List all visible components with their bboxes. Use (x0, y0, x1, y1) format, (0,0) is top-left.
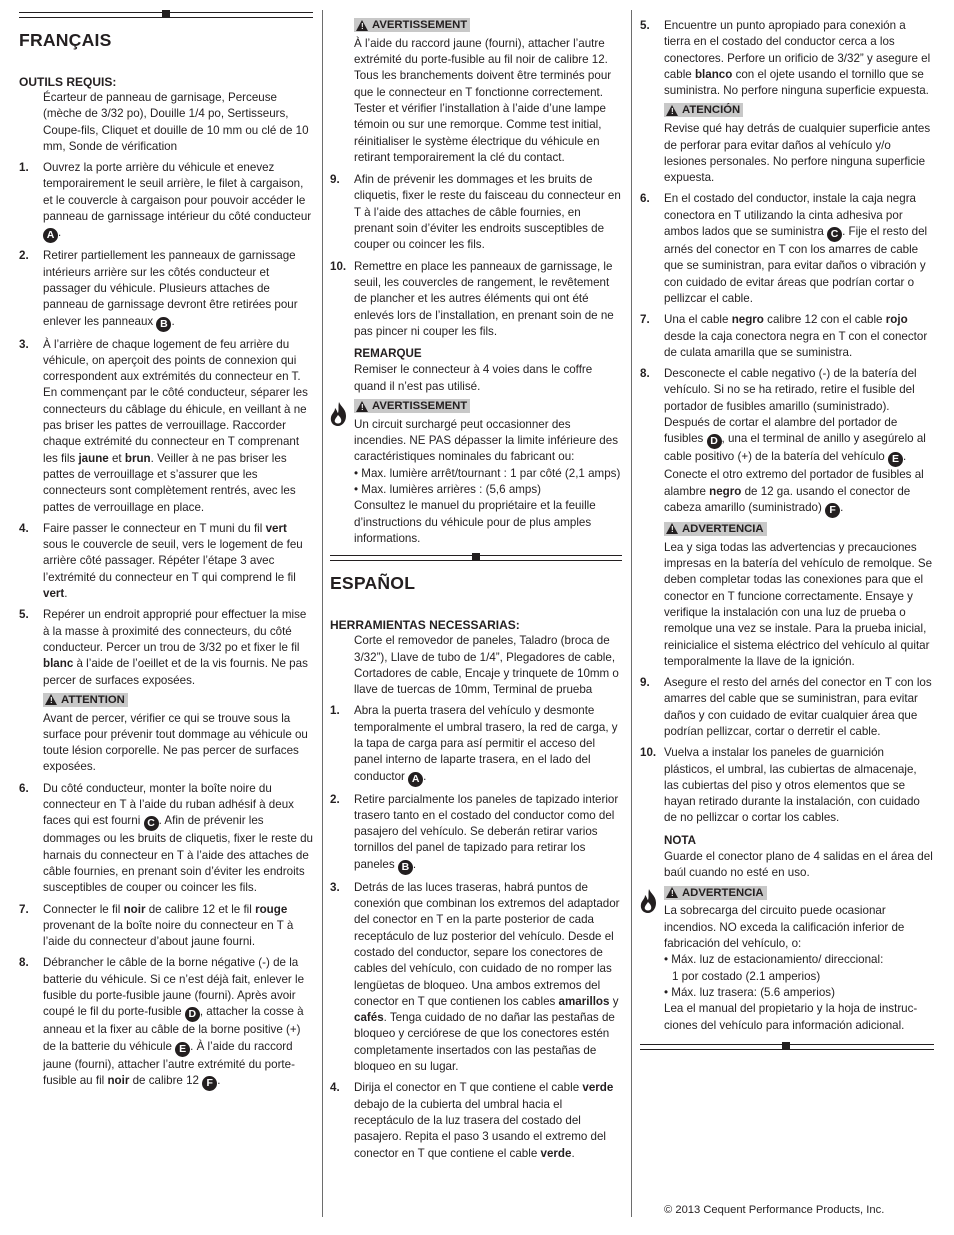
step-3: 3. Detrás de las luces traseras, habrá puntos de conexión que combinan los extremos del adaptador del conector en T en la parte posterior de cada receptáculo de luz posterior del vehículo. Desde el costado del conductor, separe los conectores de cables del vehículo, con cuidado de no romper las lengüetas de bloqueo. Una ambos extremos del conector en T que contienen los cables amarillos y cafés. Tenga cuidado de no dañar las pestañas de bloqueo y cerciórese de que los conectores estén completamente insertados con las pestañas de bloqueo en su lugar. (330, 880, 620, 1074)
marker-f-icon: F (825, 503, 840, 518)
remarque-note: REMARQUE Remiser le connecteur à 4 voies dans le coffre quand il n’est pas utilisé. (354, 347, 593, 393)
column-middle (330, 10, 622, 1227)
attention-label: ! ATTENTION (43, 693, 128, 707)
step-6: 6. Du côté conducteur, monter la boîte noire du connecteur en T à l’aide du ruban adhésif à deux faces qui est fourni C . Afin de prévenir les dommages ou les bruits de cliquetis, fixer le reste du harnais du connecteur en T à l’aide des attaches de câble fournies, en prenant soin d’éviter les endroits susceptibles de couper ou coincer les fils. (19, 781, 314, 895)
section-rule (640, 1044, 934, 1050)
step-2: 2. Retire parcialmente los paneles de tapizado interior trasero tanto en el costado del conductor como del pasajero del vehículo. Se deberán retirar varios tornillos del panel de tapizado para retirar los paneles B . (330, 792, 619, 873)
fire-icon (328, 401, 350, 427)
warning-triangle-icon: ! (666, 105, 678, 116)
marker-b-icon: B (156, 317, 171, 332)
advertencia-label: ! ADVERTENCIA (664, 522, 767, 536)
step-8: 8. Desconecte el cable negativo (-) de la batería del vehículo. Si no se ha retirado, retire el fusible del portador de fusibles amarillo (suministrado). Después de cortar el alambre del portador de fusibles D , una el terminal de anillo y asegúrelo al cable positivo (+) de la batería del vehículo E . Conecte el otro extremo del portador de fusibles al alambre negro de 12 ga. usando el conector de cabeza amarillo (suministrado) F . (640, 367, 926, 516)
step-8: 8. Débrancher le câble de la borne négative (-) de la batterie du véhicule. Si ce n’est déjà fait, enlever le fusible du porte-fusible jaune (fourni). Après avoir coupé le fil du porte-fusible D , attacher la cosse à anneau et la fixer au câble de la borne positive (+) de la batterie du véhicule E . À l’aide du raccord jaune (fourni), attacher l’autre extrémité du porte-fusible au fil noir de calibre 12 F . (19, 956, 305, 1089)
avertissement-label: ! AVERTISSEMENT (354, 18, 470, 32)
marker-e-icon: E (888, 452, 903, 467)
nota-note: NOTA Guarde el conector plano de 4 salidas en el área del baúl cuando no esté en uso. (664, 833, 933, 880)
step-5: 5. Repérer un endroit approprié pour effectuer la mise à la masse à proximité des connecteurs, du côté conducteur. Percer un trou de 3/32 po et fixer le fil blanc à l’aide de l’oeillet et de la vis fournis. Ne pas percer de surfaces exposées. (19, 608, 308, 687)
french-heading: FRANÇAIS (19, 30, 112, 50)
step-1: 1. Abra la puerta trasera del vehículo y desmonte temporalmente el umbral trasero, la red de carga, y la tapa de carga para así permitir el acceso del panel interno de laparte trasera, en el lado del conductor A . (330, 704, 618, 785)
marker-e-icon: E (175, 1042, 190, 1057)
step-7: 7. Una el cable negro calibre 12 con el cable rojo desde la caja conectora negra en T con el conector de culata amarilla que se suministra. (640, 313, 928, 359)
step-3: 3. À l’arrière de chaque logement de feu arrière du véhicule, on aperçoit des points de connexion qui correspondent aux extrémités du connecteur en T. En commençant par le côté conducteur, séparer les connecteurs du câblage du éhicule, en veillant à ne pas briser les pattes de verrouillage. Raccorder chaque extrémité du connecteur en T comprenant les fils jaune et brun. Veiller à ne pas briser les pattes de verrouillage et s’assurer que les connecteurs sont complètement rentrés, avec les pattes de verrouillage en place. (19, 337, 308, 514)
tools-heading: OUTILS REQUIS: (19, 75, 117, 89)
tools-heading: HERRAMIENTAS NECESSARIAS: (330, 618, 520, 633)
warning-triangle-icon: ! (45, 694, 57, 705)
copyright-text: © 2013 Cequent Performance Products, Inc. (664, 1204, 885, 1216)
atencion-label: ! ATENCIÓN (664, 103, 743, 117)
step-9: 9. Asegure el resto del arnés del conector en T con los amarres del cable que se suministran, para evitar daños y con cuidado de evitar cualquier área que podrían pellizcar, cortar o derretir el cable. (640, 676, 932, 738)
avertissement-label: ! AVERTISSEMENT (354, 399, 470, 413)
step-9: 9. Afin de prévenir les dommages et les bruits de cliquetis, fixer le reste du faisceau du connecteur en T à l’aide des attaches de câble fournies, en prenant soin d’éviter les endroits susceptibles de couper ou coincer les fils. (330, 173, 621, 252)
tools-text: Corte el removedor de paneles, Taladro (broca de 3/32”), Llave de tubo de 1/4”, Plegadores de cable, Cortadores de cable, Encaje y trinquete de 10mm o llave de tuercas de 10mm, Terminal de prueba (354, 634, 619, 697)
column-divider-right (631, 10, 632, 1217)
advertencia-box-2: ! ADVERTENCIA La sobrecarga del circuito puede ocasionar incendios. NO exceda la calificación inferior de fabricación del vehículo, o: • Máx. luz de estacionamiento/ direccional: 1 por costado (2.1 amperios) • Máx. luz trasera: (5.6 amperios) Lea el manual del propietario y la hoja de instruc-ciones del vehículo para información adicional. (640, 886, 934, 1034)
step-6: 6. En el costado del conductor, instale la caja negra conectora en T utilizando la cinta adhesiva por ambos lados que se suministra C . Fije el resto del arnés del conector en T con los amarres de cable que se suministran, para evitar daños o vibración y con cuidado de evitar áreas que podrían cortar o pellizcar el cable. (640, 192, 928, 305)
attention-box: ! ATTENTION Avant de percer, vérifier ce qui se trouve sous la surface pour prévenir tout dommage au véhicule ou toute lésion corporelle. Ne pas percer de surfaces exposées. (43, 693, 308, 774)
step-10: 10. Vuelva a instalar los paneles de guarnición plásticos, el umbral, las cubiertas de almacenaje, las cubiertas del piso y otros elementos que se hayan retirado durante la instalación, con cuidado de no pellizcar o cortar los cables. (640, 746, 920, 825)
section-rule (19, 12, 313, 18)
marker-f-icon: F (202, 1076, 217, 1091)
avertissement-box-2: ! AVERTISSEMENT Un circuit surchargé peut occasionner des incendies. NE PAS dépasser la limite inférieure des caractéristiques nominales du fabricant ou: • Max. lumière arrêt/tournant : 1 par côté (2,1 amps) • Max. lumières arrières : (5,6 amps) Consultez le manuel du propriétaire et la feuille d’instructions du véhicule pour de plus amples informations. (330, 399, 622, 547)
step-4: 4. Dirija el conector en T que contiene el cable verde debajo de la cubierta del umbral hacia el receptáculo de la luz trasera del costado del pasajero. Repita el paso 3 usando el extremo del conector en T que contiene el cable verde. (330, 1081, 614, 1160)
atencion-box: ! ATENCIÓN Revise qué hay detrás de cualquier superficie antes de perforar para evitar daños al vehículo y/o lesiones personales. No perfore ninguna superficie expuesta. (664, 104, 931, 185)
spanish-heading: ESPAÑOL (330, 573, 416, 594)
step-7: 7. Connecter le fil noir de calibre 12 et le fil rouge provenant de la boîte noire du connecteur en T à l’aide du connecteur d’about jaune fourni. (19, 902, 294, 949)
warning-triangle-icon: ! (356, 20, 368, 31)
advertencia-box-1: ! ADVERTENCIA Lea y siga todas las advertencias y precauciones impresas en la batería del vehículo de remolque. Se deben completar todas las conexiones para que el conector en T funcione correctamente. Ensaye y verifique la instalación con una luz de prueba o remolque una vez se instale. Para la prueba inicial, reinicialice el sistema eléctrico del vehículo al quitar temporalmente la llave de la ignición. (664, 522, 933, 668)
warning-triangle-icon: ! (666, 523, 678, 534)
fire-icon (638, 888, 660, 914)
column-spanish-continued (640, 10, 934, 1227)
marker-d-icon: D (185, 1007, 200, 1022)
avertissement-box-1: ! AVERTISSEMENT À l’aide du raccord jaune (fourni), attacher l’autre extrémité du porte-fusible au fil noir de calibre 12. Tous les branchements doivent être terminés pour que le connecteur en T fonctionne correctement. Tester et vérifier l’installation à l’aide d’une lampe témoin ou sur une remorque. Comme test initial, réinitialiser le système électrique du véhicule en retirant temporairement la clé du contact. (354, 19, 612, 164)
warning-triangle-icon: ! (666, 887, 678, 898)
marker-d-icon: D (707, 434, 722, 449)
step-1: 1. Ouvrez la porte arrière du véhicule et enevez temporairement le seuil arrière, le filet à cargaison, et le couvercle à cargaison pour pouvoir accéder le panneau de garnissage intérieur du côté conducteur A . (19, 161, 312, 242)
step-5: 5. Encuentre un punto apropiado para conexión a tierra en el costado del conductor cerca a los conectores. Perfore un orificio de 3/32” y asegure el cable blanco con el ojete usando el tornillo que se suministra. No perfore ninguna superficie expuesta. (640, 19, 931, 98)
column-french (19, 10, 313, 1227)
marker-a-icon: A (43, 228, 58, 243)
column-divider-left (322, 10, 323, 1217)
section-rule (330, 555, 622, 561)
marker-c-icon: C (827, 227, 842, 242)
warning-triangle-icon: ! (356, 401, 368, 412)
marker-a-icon: A (408, 772, 423, 787)
step-10: 10. Remettre en place les panneaux de garnissage, le seuil, les couvercles de rangement, le revêtement de plancher et les autres éléments qui ont été enlevés lors de l’installation, en prenant soin de ne pas pincer ni couper les fils. (330, 259, 614, 338)
step-2: 2. Retirer partiellement les panneaux de garnissage intérieurs arrière sur les côtés conducteur et passager du véhicule. Plusieurs attaches de panneau de garnissage devront être retirées pour enlever les panneaux B . (19, 249, 298, 330)
marker-b-icon: B (398, 860, 413, 875)
marker-c-icon: C (144, 816, 159, 831)
step-4: 4. Faire passer le connecteur en T muni du fil vert sous le couvercle de seuil, vers le logement de feu arrière côté passager. Répéter l’étape 3 avec l’extrémité du connecteur en T qui comprend le fil vert. (19, 521, 303, 601)
tools-text: Écarteur de panneau de garnisage, Perceuse (mèche de 3/32 po), Douille 1/4 po, Sertisseurs, Coupe-fils, Cliquet et douille de 10 mm ou clé de 10 mm, Sonde de vérification (43, 91, 309, 153)
advertencia-label: ! ADVERTENCIA (664, 886, 767, 900)
